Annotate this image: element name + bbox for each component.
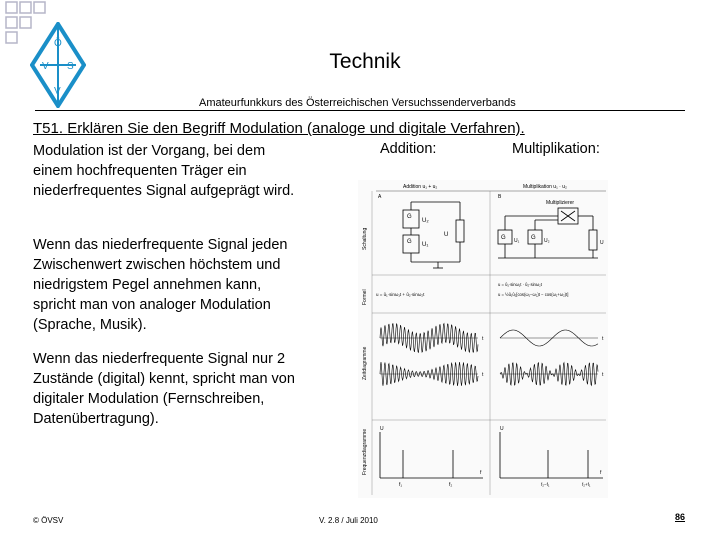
fig-freq-f-b: f bbox=[600, 470, 602, 476]
paragraph-digital: Wenn das niederfrequente Signal nur 2 Zustände (digital) kennt, spricht man von digitaler Modulation (Fernschreiben, Datenübertragung). bbox=[33, 351, 295, 427]
page-number: 86 bbox=[675, 512, 686, 522]
fig-freq-sum: f₂+f₁ bbox=[582, 482, 591, 487]
fig-row-schaltung: Schaltung bbox=[362, 227, 368, 250]
fig-row-zeitdiagramme: Zeitdiagramme bbox=[362, 346, 368, 380]
fig-multiplier-label: Multiplizierer bbox=[546, 200, 575, 206]
fig-col-b-title: Multiplikation u₁ · u₂ bbox=[523, 184, 567, 190]
fig-freq-u-b: U bbox=[500, 426, 504, 432]
fig-freq-f2: f₂ bbox=[449, 482, 453, 488]
fig-axis-t-4: t bbox=[602, 372, 604, 378]
question-text: Erklären Sie den Begriff Modulation (analoge und digitale Verfahren). bbox=[67, 120, 525, 137]
fig-gen-4: G bbox=[531, 235, 536, 241]
fig-freq-f-a: f bbox=[480, 470, 482, 476]
question-number: T51. bbox=[33, 120, 64, 137]
logo-letter-3: S bbox=[67, 61, 74, 72]
fig-gen-3: G bbox=[501, 235, 506, 241]
fig-row-frequenzdiagramme: Frequenzdiagramme bbox=[362, 428, 368, 475]
paragraph-definition: Modulation ist der Vorgang, bei dem einem hochfrequenten Träger ein niederfrequentes Signal aufgeprägt wird. bbox=[33, 143, 295, 199]
fig-u-b: U bbox=[600, 240, 604, 246]
paragraph-analog: Wenn das niederfrequente Signal jeden Zwischenwert zwischen höchstem und niedrigstem Pegel annehmen kann, spricht man von analoger Modulation (Sprache, Musik). bbox=[33, 237, 288, 333]
fig-axis-t-1: t bbox=[482, 336, 484, 342]
fig-label-a: A bbox=[378, 194, 382, 200]
fig-freq-f1: f₁ bbox=[399, 482, 403, 488]
logo-letter-4: V bbox=[54, 86, 61, 97]
header-divider bbox=[35, 110, 685, 111]
footer-copyright: © ÖVSV bbox=[33, 516, 64, 525]
multiplication-heading: Multiplikation: bbox=[512, 141, 600, 157]
fig-u2-a: U₂ bbox=[422, 218, 429, 224]
fig-formula-a: u = û₁·sinω₁t + û₂·sinω₂t bbox=[376, 292, 425, 297]
fig-row-formel: Formel bbox=[362, 289, 368, 305]
fig-u-a: U bbox=[444, 232, 449, 238]
fig-u2-b: U₂ bbox=[544, 238, 550, 244]
fig-freq-u-a: U bbox=[380, 426, 384, 432]
page-title: Technik bbox=[329, 50, 401, 73]
fig-freq-diff: f₂−f₁ bbox=[541, 482, 550, 487]
fig-formula-b2: u = ½û₁û₂[cos(ω₁−ω₂)t − cos(ω₁+ω₂)t] bbox=[498, 292, 569, 297]
fig-u1-b: U₁ bbox=[514, 238, 520, 244]
logo-letter-2: V bbox=[42, 61, 49, 72]
fig-gen-1: G bbox=[407, 214, 412, 220]
page-subtitle: Amateurfunkkurs des Österreichischen Versuchssenderverbands bbox=[199, 97, 516, 109]
addition-heading: Addition: bbox=[380, 141, 437, 157]
fig-gen-2: G bbox=[407, 239, 412, 245]
logo-letter-1: Ö bbox=[54, 38, 62, 49]
modulation-figure bbox=[358, 180, 608, 498]
fig-axis-t-2: t bbox=[482, 372, 484, 378]
question-heading bbox=[33, 120, 525, 137]
fig-label-b: B bbox=[498, 194, 502, 200]
fig-u1-a: U₁ bbox=[422, 242, 429, 248]
fig-axis-t-3: t bbox=[602, 336, 604, 342]
fig-col-a-title: Addition u₁ + u₂ bbox=[403, 184, 438, 190]
fig-formula-b1: u = û₁·sinω₁t · û₂·sinω₂t bbox=[498, 282, 542, 287]
footer-version: V. 2.8 / Juli 2010 bbox=[319, 516, 378, 525]
